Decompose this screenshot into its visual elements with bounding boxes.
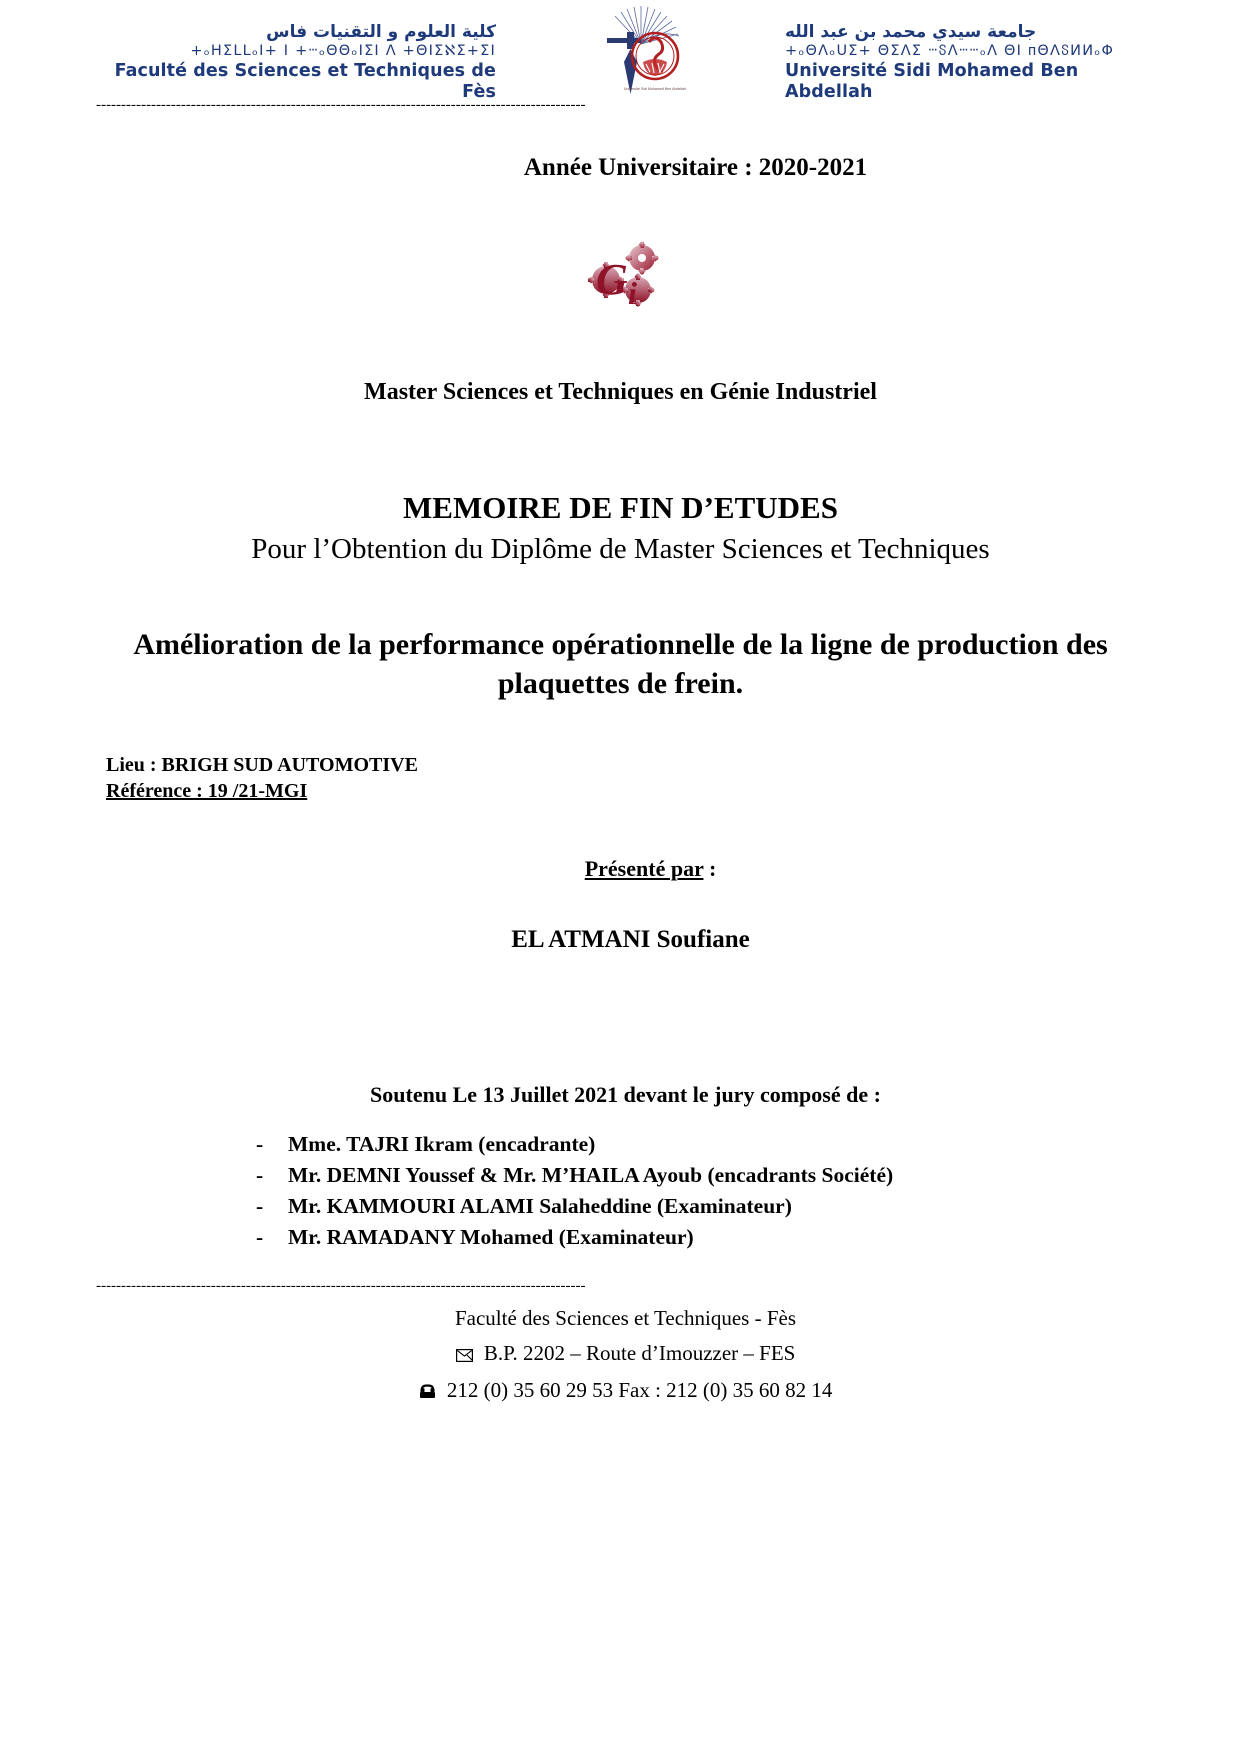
jury-member-name: Mr. RAMADANY Mohamed (Examinateur): [288, 1224, 694, 1249]
presented-by-colon: :: [703, 855, 717, 881]
footer-address-text: B.P. 2202 – Route d’Imouzzer – FES: [483, 1340, 796, 1365]
defense-heading: Soutenu Le 13 Juillet 2021 devant le jury composé de :: [370, 1081, 881, 1107]
telephone-icon: [419, 1380, 436, 1405]
svg-text:i: i: [627, 275, 637, 311]
footer-institution: Faculté des Sciences et Techniques - Fès: [454, 1305, 797, 1330]
bullet-dash: -: [256, 1224, 264, 1249]
memoire-subheading: Pour l’Obtention du Diplôme de Master Sciences et Techniques: [251, 533, 990, 565]
list-item: [256, 1223, 1145, 1252]
jury-member-name: Mme. TAJRI Ikram (encadrante): [288, 1131, 596, 1156]
reference-line: Référence : 19 /21-MGI: [106, 779, 308, 802]
list-item: [256, 1130, 1145, 1159]
header-divider: --------------------------------------------------------------------------------------------------: [96, 100, 586, 113]
faculty-header-block: [96, 0, 496, 102]
university-name-french: Université Sidi Mohamed Ben Abdellah: [785, 61, 1079, 102]
university-name-tifinagh: +ₒΘΛₒUΣ+ ΘΣΛΣ ⵈჽΛⵈⵈₒΛ ΘI ᴨΘΛჽИИₒΦ: [785, 43, 1115, 60]
footer-phone-line: [96, 1378, 1145, 1405]
svg-text:Université Sidi Mohamed Ben Ab: Université Sidi Mohamed Ben Abdellah: [623, 87, 686, 91]
footer-divider: --------------------------------------------------------------------------------------------------: [96, 1279, 586, 1294]
bullet-dash: -: [256, 1131, 264, 1156]
author-name: EL ATMANI Soufiane: [511, 925, 750, 953]
university-seal-icon: [591, 2, 691, 98]
program-title: Master Sciences et Techniques en Génie Industriel: [364, 379, 877, 405]
university-name-arabic: جامعة سيدي محمد بن عبد الله: [785, 22, 1037, 42]
memoire-heading: MEMOIRE DE FIN D’ETUDES: [403, 490, 838, 525]
faculty-name-tifinagh: +ₒᕼΣLLₒI+ I +ⵈₒΘΘₒIΣI Λ +ΘIΣℵΣ+ΣI: [190, 43, 496, 60]
project-title: Amélioration de la performance opérationnelle de la ligne de production des plaquettes de frein.: [133, 627, 1108, 701]
footer-address-line: [96, 1341, 1145, 1368]
gi-logo-container: [96, 238, 1145, 317]
jury-list: [96, 1130, 1145, 1252]
list-item: [256, 1192, 1145, 1221]
university-header-block: [785, 0, 1145, 102]
faculty-name-arabic: كلية العلوم و التقنيات فاس: [266, 22, 496, 42]
bullet-dash: -: [256, 1162, 264, 1187]
academic-year: Année Universitaire : 2020-2021: [523, 154, 868, 181]
location-line: Lieu : BRIGH SUD AUTOMOTIVE: [106, 753, 418, 776]
footer-phone-text: 212 (0) 35 60 29 53 Fax : 212 (0) 35 60 82 14: [446, 1377, 833, 1402]
jury-member-name: Mr. DEMNI Youssef & Mr. M’HAILA Ayoub (encadrants Société): [288, 1162, 894, 1187]
page-header: [96, 0, 1145, 100]
gi-gear-logo-icon: [580, 238, 670, 317]
location-reference-block: [96, 752, 1145, 804]
svg-text:G: G: [595, 255, 628, 304]
envelope-icon: [456, 1343, 473, 1368]
list-item: [256, 1161, 1145, 1190]
presented-by-underline: Présenté par: [584, 855, 704, 881]
bullet-dash: -: [256, 1193, 264, 1218]
jury-member-name: Mr. KAMMOURI ALAMI Salaheddine (Examinateur): [288, 1193, 792, 1218]
page-footer: [96, 1280, 1145, 1405]
presented-by-label: [96, 856, 1145, 882]
faculty-name-french: Faculté des Sciences et Techniques de Fès: [114, 61, 496, 102]
